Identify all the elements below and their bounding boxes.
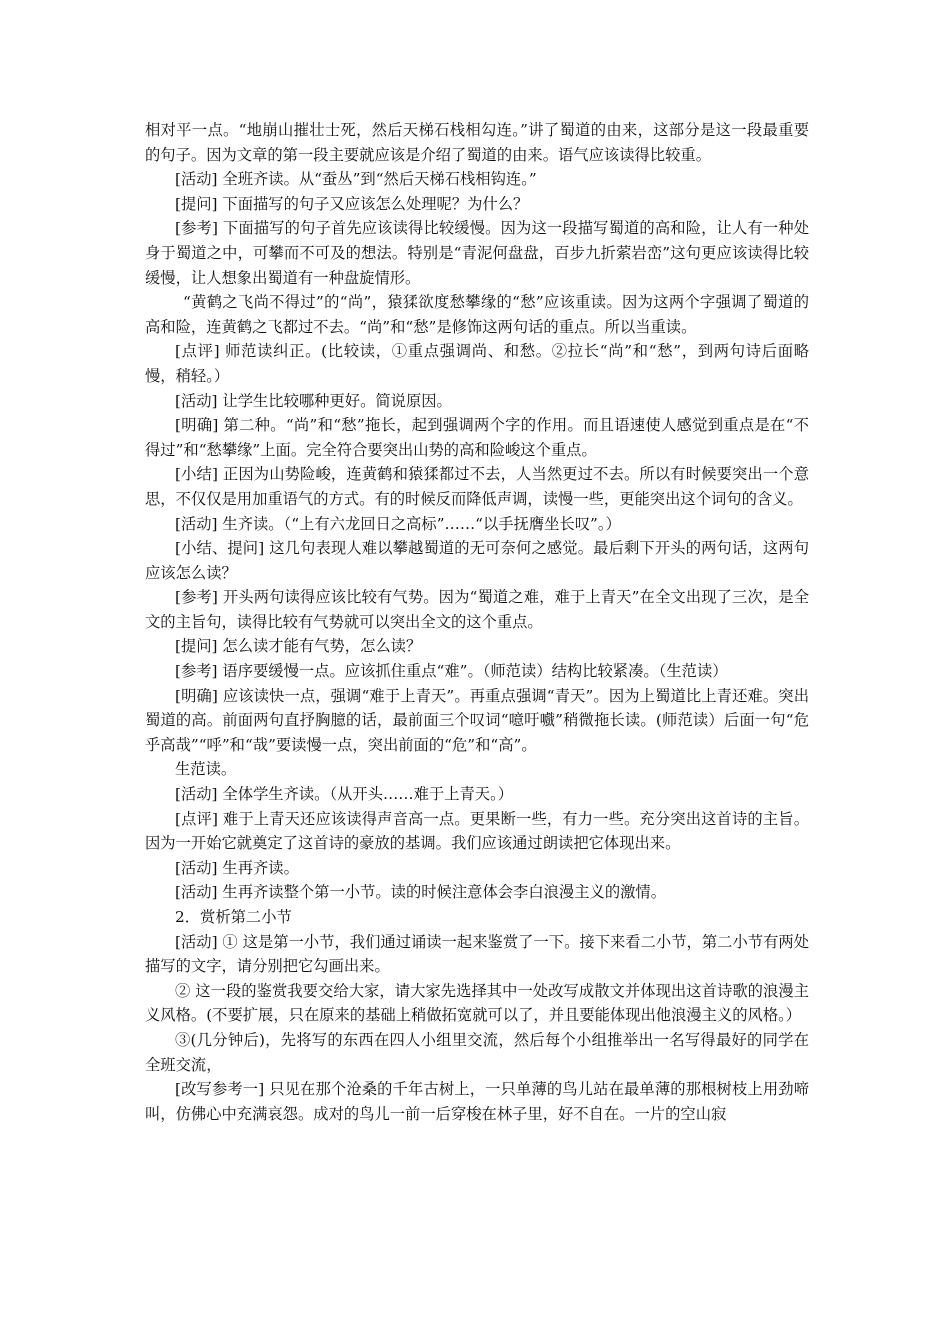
paragraph: [活动] 让学生比较哪种更好。简说原因。 — [175, 391, 452, 410]
paragraph: [活动] 生再齐读整个第一小节。读的时候注意体会李白浪漫主义的激情。 — [175, 883, 667, 902]
paragraph: 生范读。 — [175, 760, 237, 779]
paragraph: [明确] 应该读快一点，强调“难于上青天”。再重点强调“青天”。因为上蜀道比上青还难。突出蜀道的高。前面两句直抒胸臆的话，最前面三个叹词“噫吁嚱”稍微拖长读。(师范读）后面一句“危乎高哉”“呼”和“哉”要读慢一点，突出前面的“危”和“高”。 — [145, 686, 809, 754]
paragraph: “黄鹤之飞尚不得过”的“尚”，猿猱欲度愁攀缘的“愁”应该重读。因为这两个字强调了蜀道的高和险，连黄鹤之飞都过不去。“尚”和“愁”是修饰这两句话的重点。所以当重读。 — [145, 293, 809, 336]
paragraph: ③(几分钟后)，先将写的东西在四人小组里交流，然后每个小组推举出一名写得最好的同学在全班交流， — [145, 1030, 809, 1074]
paragraph: [改写参考一] 只见在那个沧桑的千年古树上，一只单薄的鸟儿站在最单薄的那根树枝上用劲啼叫，仿佛心中充满哀怨。成对的鸟儿一前一后穿梭在林子里，好不自在。一片的空山寂 — [145, 1080, 809, 1123]
paragraph: [活动] 全班齐读。从“蚕丛”到“然后天梯石栈相钩连。” — [175, 170, 537, 189]
paragraph: [活动] ① 这是第一小节，我们通过诵读一起来鉴赏了一下。接下来看二小节，第二小节有两处描写的文字，请分别把它勾画出来。 — [145, 932, 809, 976]
paragraph: ② 这一段的鉴赏我要交给大家，请大家先选择其中一处改写成散文并体现出这首诗歌的浪漫主义风格。(不要扩展，只在原来的基础上稍做拓宽就可以了，并且要能体现出他浪漫主义的风格。） — [145, 981, 809, 1025]
paragraph: [参考] 语序要缓慢一点。应该抓住重点“难”。（师范读）结构比较紧凑。（生范读） — [175, 662, 728, 681]
paragraph: [参考] 下面描写的句子首先应该读得比较缓慢。因为这一段描写蜀道的高和险，让人有一种处身于蜀道之中，可攀而不可及的想法。特别是“青泥何盘盘，百步九折萦岩峦”这句更应该读得比较缓慢，让人想象出蜀道有一种盘旋情形。 — [145, 219, 809, 287]
paragraph: [活动] 生再齐读。 — [175, 858, 299, 877]
paragraph: [点评] 师范读纠正。(比较读，①重点强调尚、和愁。②拉长“尚”和“愁”，到两句诗后面略慢，稍轻。） — [145, 342, 809, 385]
paragraph: 相对平一点。“地崩山摧壮士死，然后天梯石栈相勾连。”讲了蜀道的由来，这部分是这一段最重要的句子。因为文章的第一段主要就应该是介绍了蜀道的由来。语气应该读得比较重。 — [145, 121, 809, 164]
document-page — [145, 118, 809, 1126]
paragraph: [活动] 全体学生齐读。（从开头……难于上青天。） — [175, 785, 514, 804]
paragraph: [明确] 第二种。“尚”和“愁”拖长，起到强调两个字的作用。而且语速使人感觉到重点是在“不得过”和“愁攀缘”上面。完全符合要突出山势的高和险峻这个重点。 — [145, 416, 809, 459]
paragraph: [提问] 下面描写的句子又应该怎么处理呢？为什么？ — [175, 194, 529, 213]
paragraph: [小结、提问] 这几句表现人难以攀越蜀道的无可奈何之感觉。最后剩下开头的两句话，这两句应该怎么读？ — [145, 539, 809, 582]
paragraph: [活动] 生齐读。（“上有六龙回日之高标”……“以手抚膺坐长叹”。） — [175, 514, 621, 533]
paragraph: 2．赏析第二小节 — [175, 908, 292, 926]
paragraph: [参考] 开头两句读得应该比较有气势。因为“蜀道之难，难于上青天”在全文出现了三次，是全文的主旨句，读得比较有气势就可以突出全文的这个重点。 — [145, 588, 809, 631]
paragraph: [提问] 怎么读才能有气势，怎么读？ — [175, 637, 422, 656]
paragraph: [点评] 难于上青天还应该读得声音高一点。更果断一些，有力一些。充分突出这首诗的主旨。因为一开始它就奠定了这首诗的豪放的基调。我们应该通过朗读把它体现出来。 — [145, 809, 809, 853]
paragraph: [小结] 正因为山势险峻，连黄鹤和猿猱都过不去，人当然更过不去。所以有时候要突出一个意思，不仅仅是用加重语气的方式。有的时候反而降低声调，读慢一些，更能突出这个词句的含义。 — [145, 465, 809, 508]
